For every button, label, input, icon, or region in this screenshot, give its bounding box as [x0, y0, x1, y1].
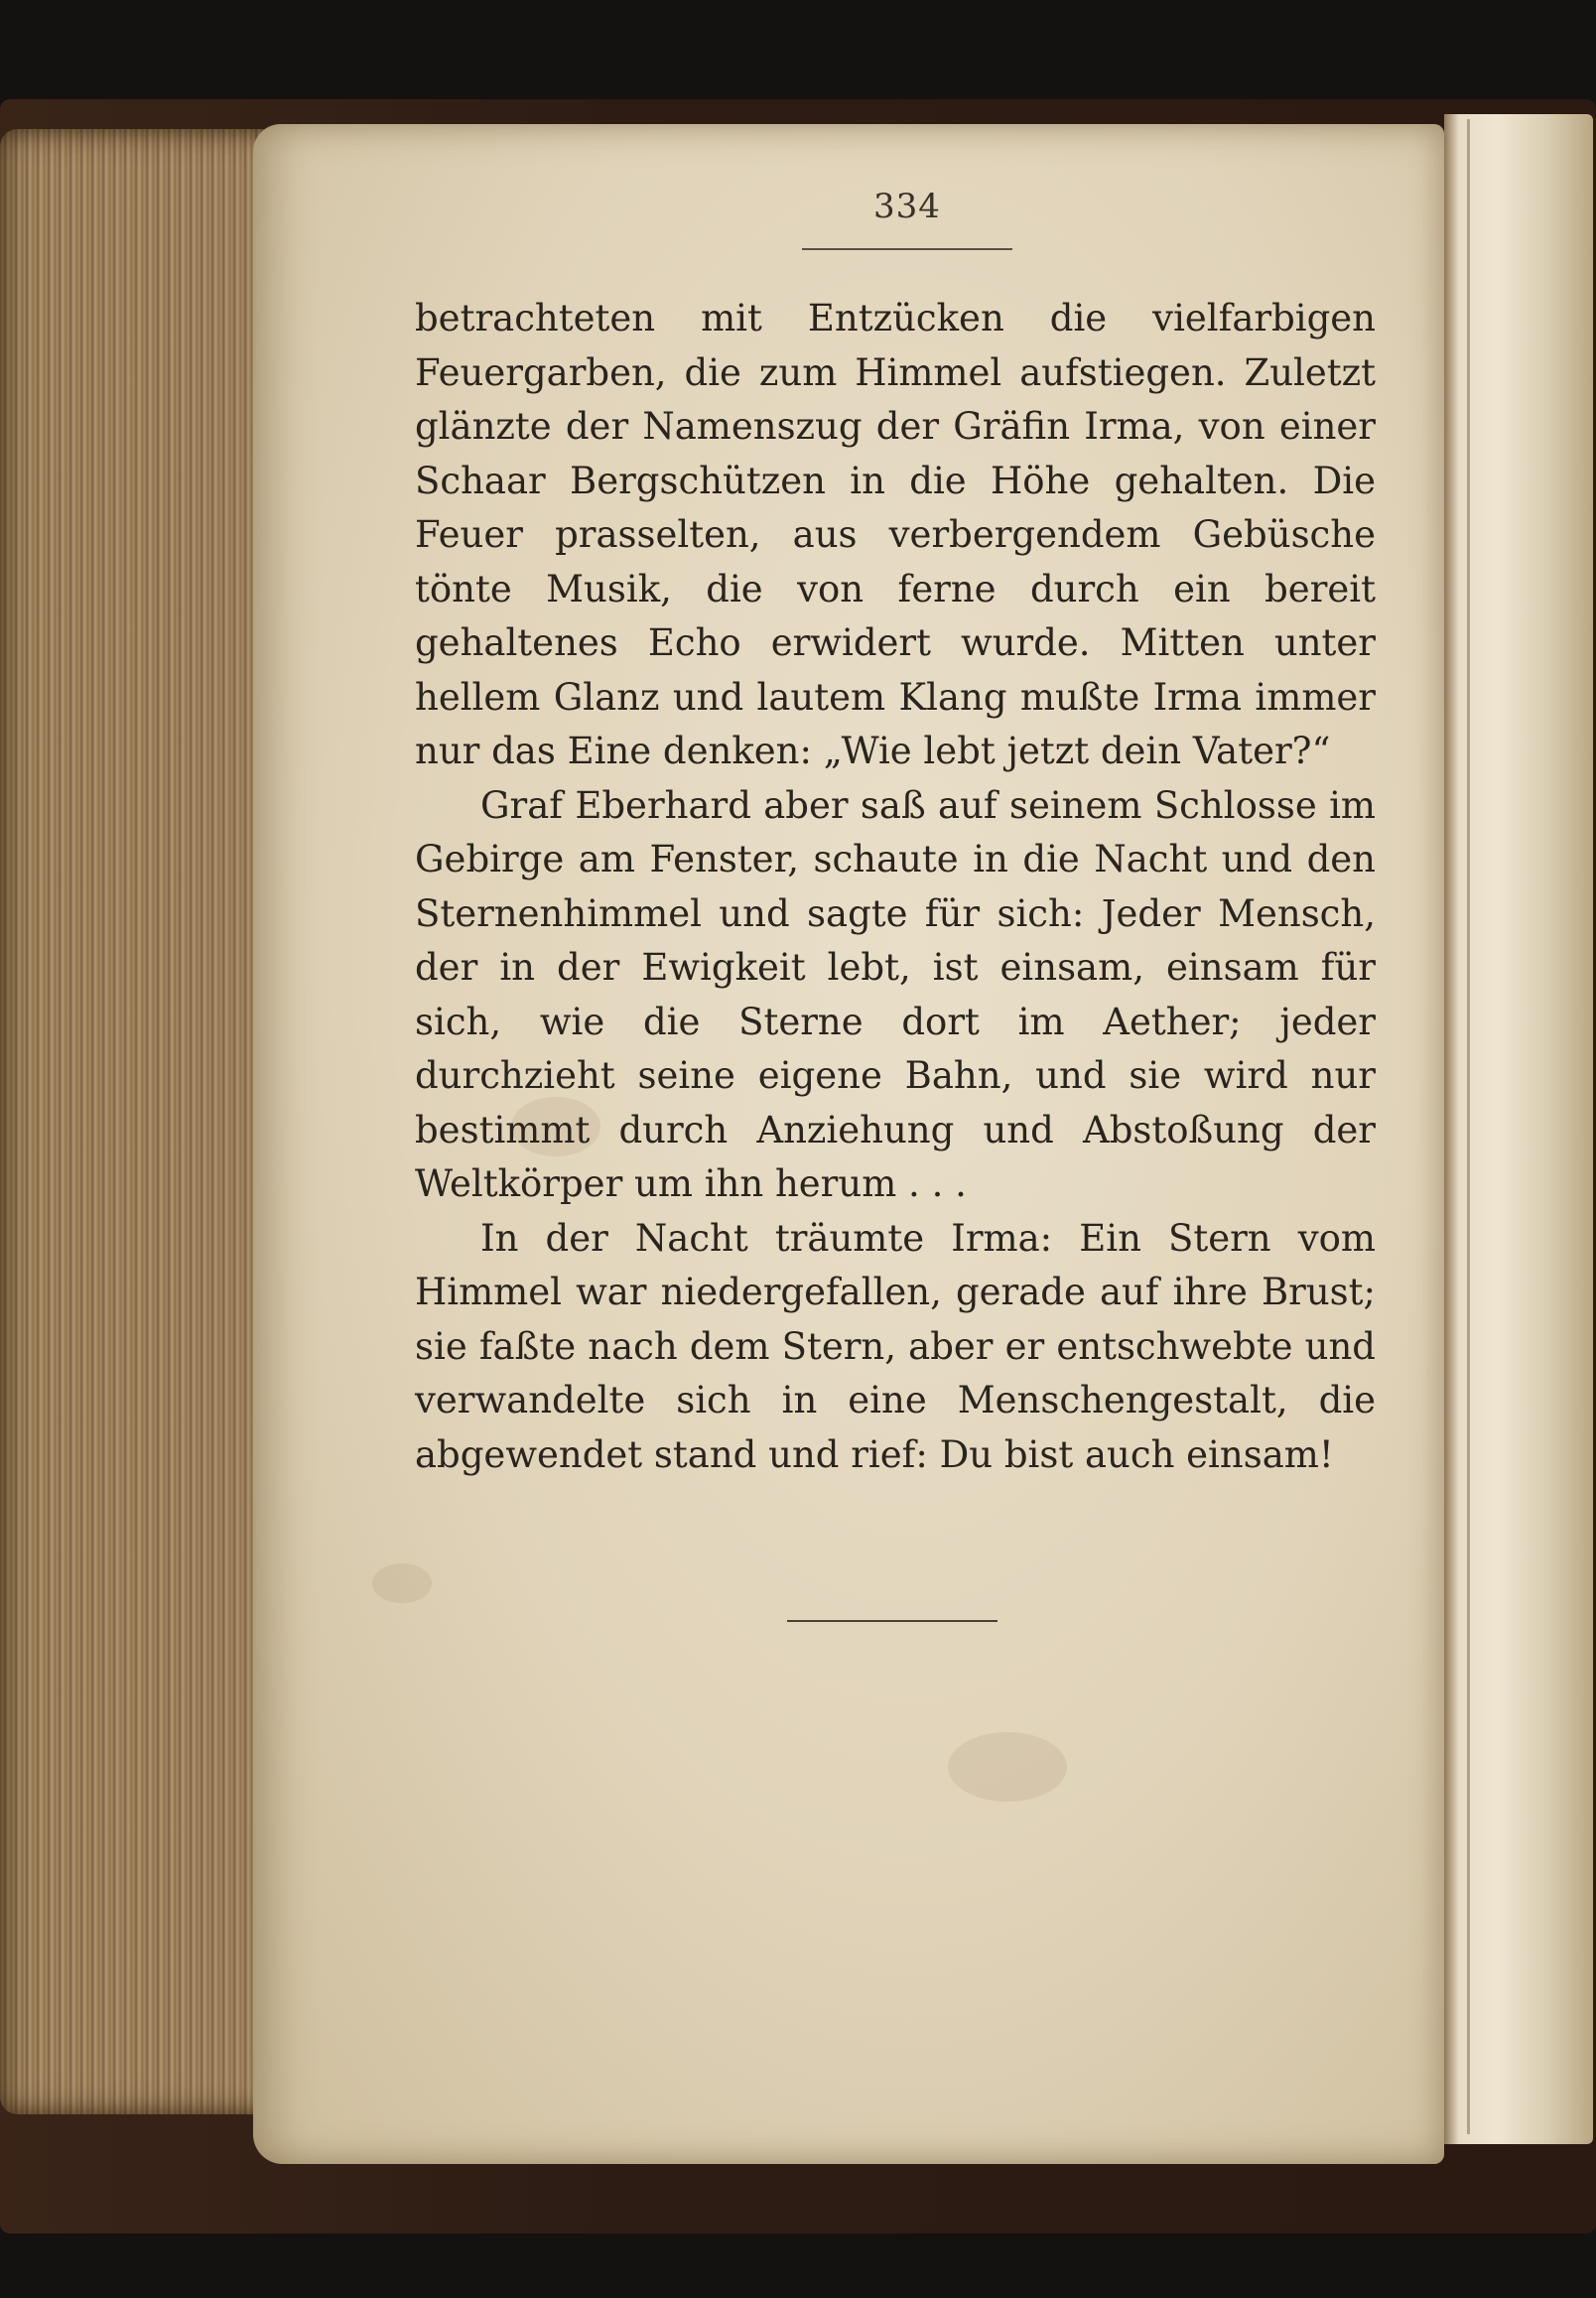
paper-stain	[948, 1732, 1067, 1802]
paragraph-1: betrachteten mit Entzücken die vielfarbigen Feuergarben, die zum Himmel aufstiegen. Zuletzt glänzte der Namenszug der Gräfin Irma, von einer Schaar Bergschützen in die Höhe gehalten. Die Feuer prasselten, aus verbergendem Gebüsche tönte Musik, die von ferne durch ein bereit gehaltenes Echo erwidert wurde. Mitten unter hellem Glanz und lautem Klang mußte Irma immer nur das Eine denken: „Wie lebt jetzt dein Vater?“	[415, 297, 1376, 772]
gutter-line	[1467, 119, 1470, 2134]
paragraph-2: Graf Eberhard aber saß auf seinem Schlosse im Gebirge am Fenster, schaute in die Nacht und den Sternenhimmel und sagte für sich: Jeder Mensch, der in der Ewigkeit lebt, ist einsam, einsam für sich, wie die Sterne dort im Aether; jeder durchzieht seine eigene Bahn, und sie wird nur bestimmt durch Anziehung und Abstoßung der Weltkörper um ihn herum . . .	[415, 783, 1376, 1205]
page-number: 334	[873, 187, 941, 226]
paper-stain	[372, 1563, 432, 1603]
paragraph-3: In der Nacht träumte Irma: Ein Stern vom Himmel war niedergefallen, gerade auf ihre Brust; sie faßte nach dem Stern, aber er entschwebte und verwandelte sich in eine Menschengestalt, die abgewendet stand und rief: Du bist auch einsam!	[415, 1216, 1376, 1476]
body-text	[415, 292, 1376, 1482]
end-rule	[787, 1620, 998, 1622]
header-rule	[802, 248, 1012, 250]
